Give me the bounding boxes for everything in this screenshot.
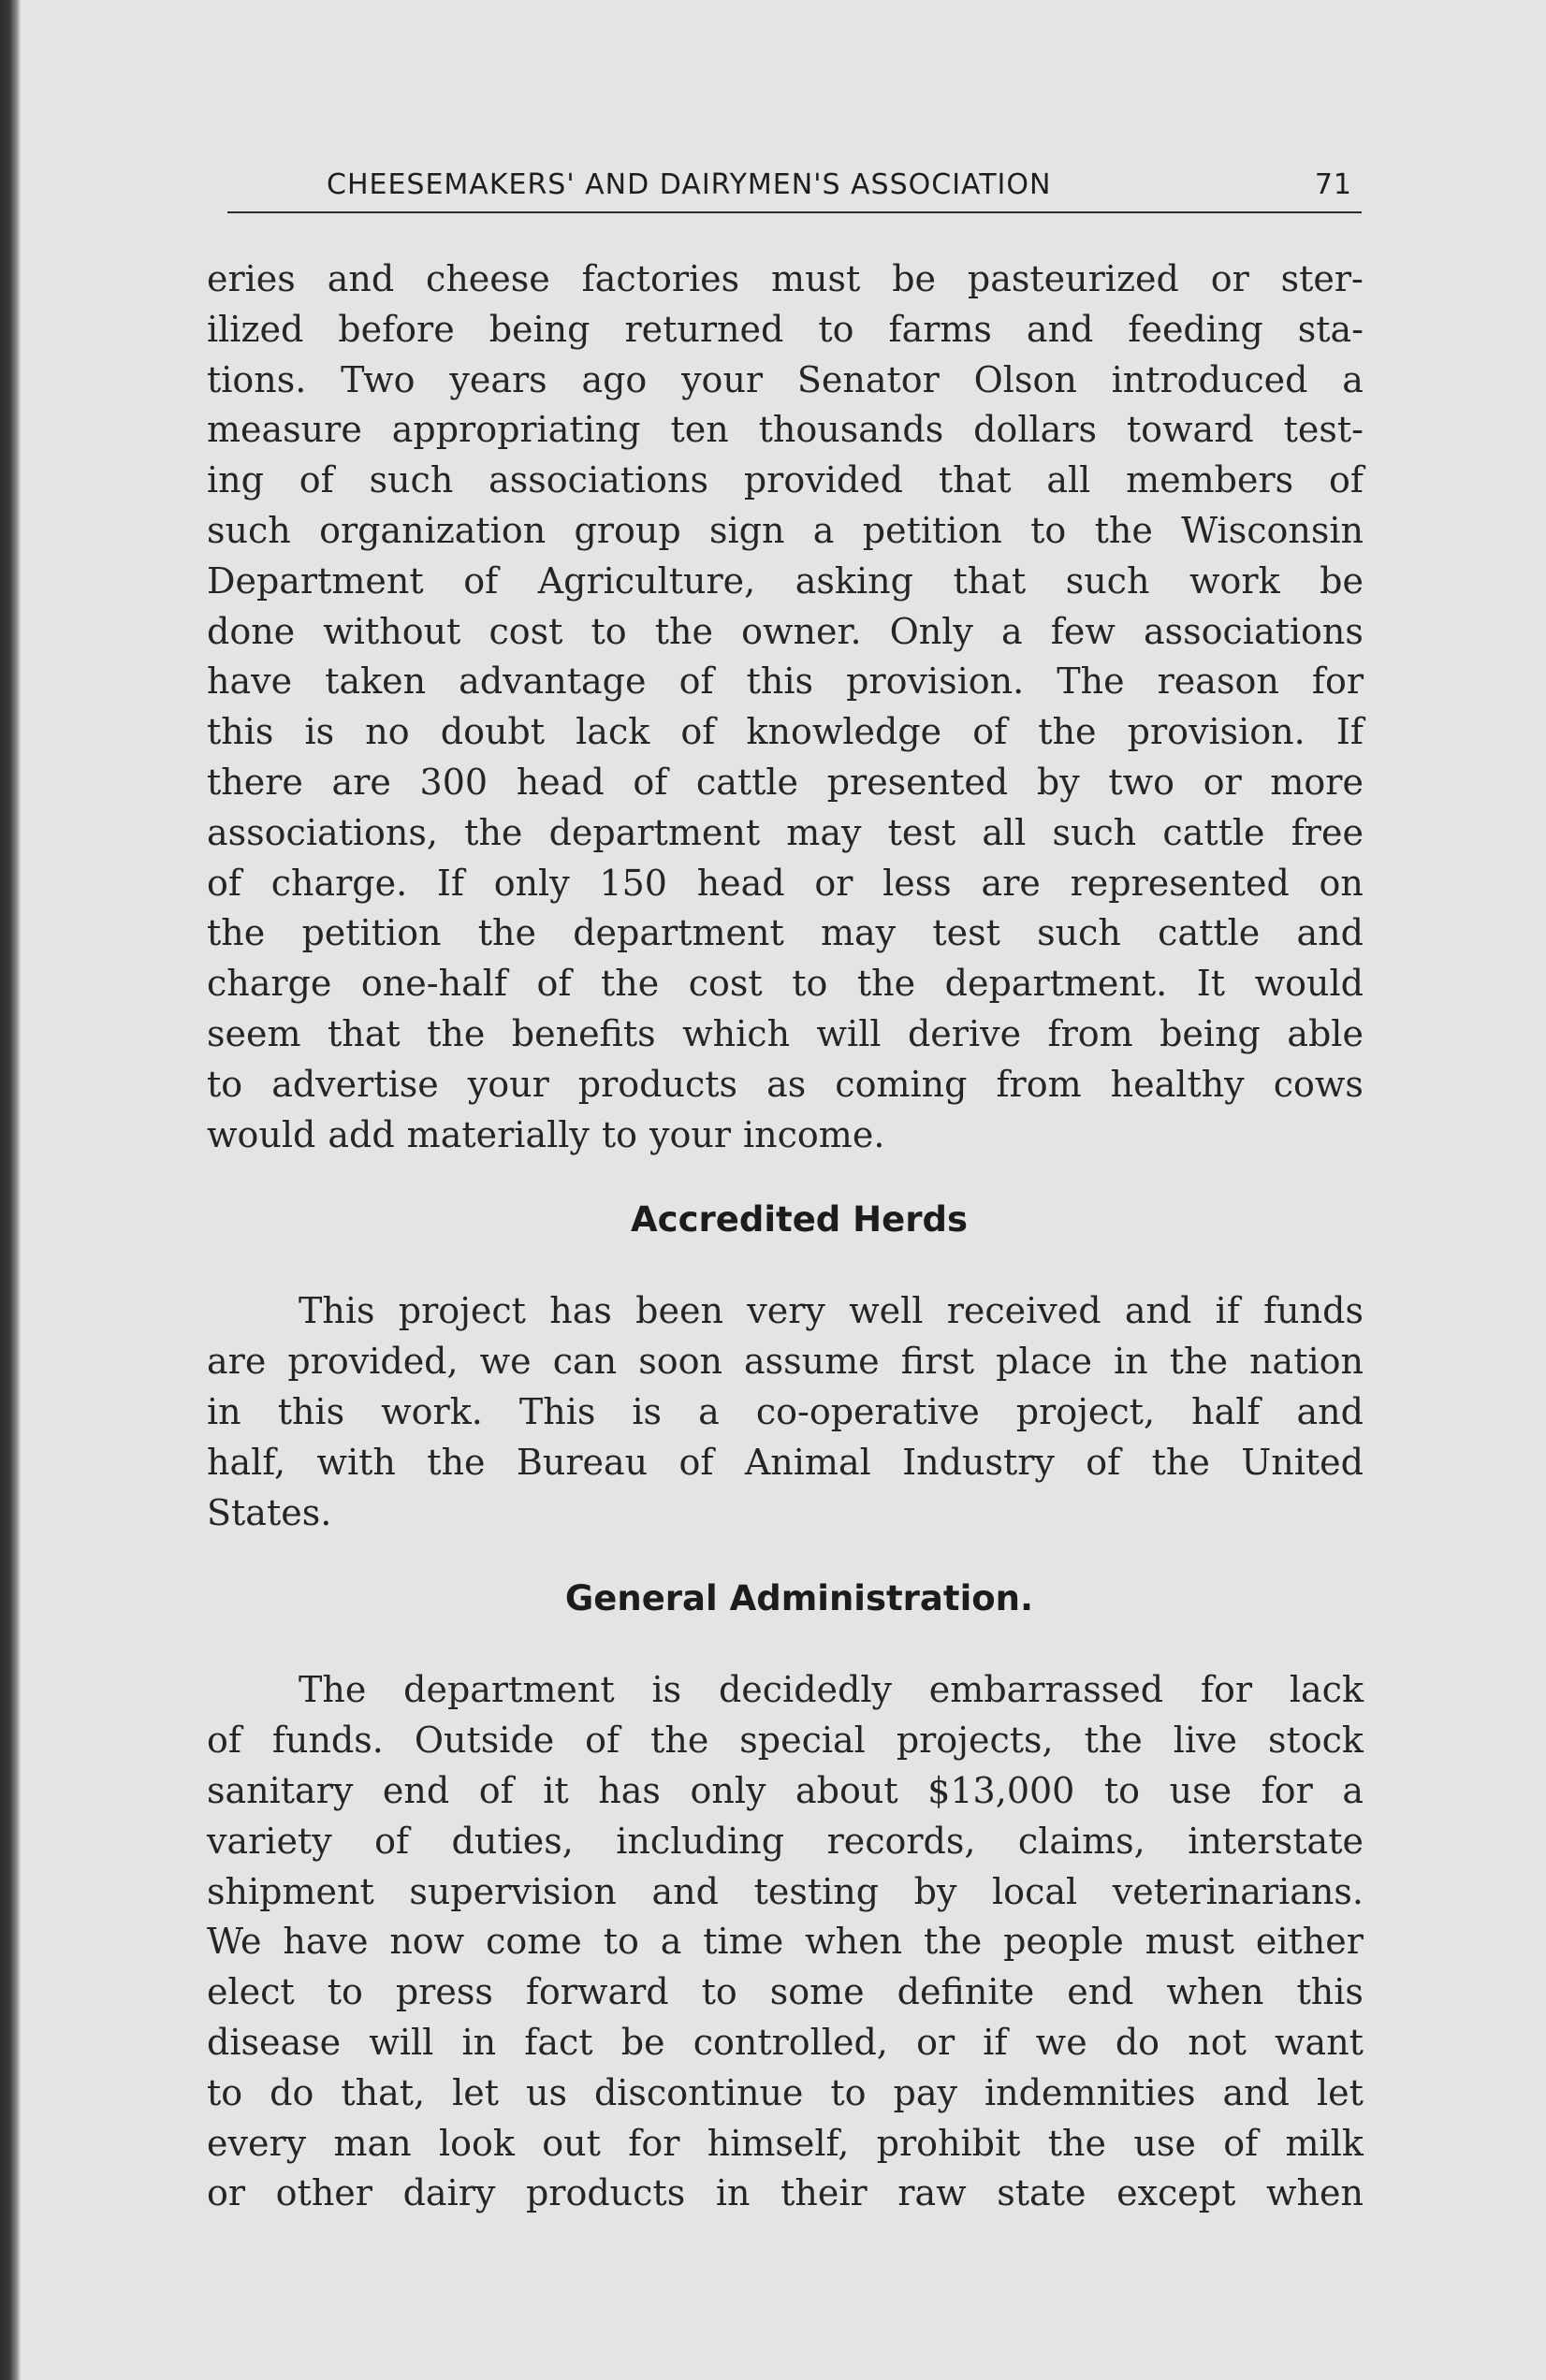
text-line: sanitary end of it has only about $13,000 to use for a — [207, 1769, 1364, 1811]
text-line: tions. Two years ago your Senator Olson introduced a — [207, 358, 1364, 400]
text-line: every man look out for himself, prohibit the use of milk — [207, 2122, 1364, 2164]
text-line: this is no doubt lack of knowledge of the provision. If — [207, 711, 1364, 753]
text-line: such organization group sign a petition to the Wisconsin — [207, 509, 1364, 551]
text-line: charge one-half of the cost to the department. It would — [207, 963, 1364, 1005]
text-line: to advertise your products as coming from healthy cows — [207, 1063, 1364, 1105]
page-number: 71 — [1314, 168, 1352, 201]
body-text — [207, 254, 1364, 2219]
text-line: elect to press forward to some definite end when this — [207, 1971, 1364, 2013]
text-line: We have now come to a time when the people must either — [207, 1921, 1364, 1963]
text-line: States. — [207, 1491, 332, 1533]
text-line: of charge. If only 150 head or less are represented on — [207, 862, 1364, 904]
text-line: associations, the department may test all such cattle free — [207, 811, 1364, 853]
text-line: Department of Agriculture, asking that such work be — [207, 559, 1364, 602]
text-line: of funds. Outside of the special projects, the live stock — [207, 1720, 1364, 1762]
text-line: shipment supervision and testing by local veterinarians. — [207, 1870, 1364, 1912]
binding-edge — [0, 0, 21, 2380]
text-line: have taken advantage of this provision. The reason for — [207, 660, 1364, 703]
text-line: are provided, we can soon assume first place in the nation — [207, 1341, 1364, 1383]
text-line: ilized before being returned to farms and feeding sta- — [207, 308, 1364, 350]
text-line: eries and cheese factories must be pasteurized or ster- — [207, 258, 1364, 299]
paragraph-accredited-herds — [207, 1286, 1364, 1538]
text-line: The department is decidedly embarrassed for lack — [299, 1669, 1364, 1711]
text-line: measure appropriating ten thousands dollars toward test- — [207, 409, 1364, 451]
text-line: disease will in fact be controlled, or if we do not want — [207, 2021, 1364, 2063]
section-heading-general-administration: General Administration. — [564, 1578, 1034, 1619]
text-line: seem that the benefits which will derive from being able — [207, 1012, 1364, 1054]
section-heading-accredited-herds: Accredited Herds — [631, 1199, 968, 1241]
running-head — [227, 167, 1362, 213]
text-line: in this work. This is a co-operative project, half and — [207, 1390, 1364, 1432]
paragraph-continuation — [207, 254, 1364, 1160]
text-line: the petition the department may test such cattle and — [207, 912, 1364, 954]
running-title: CHEESEMAKERS' AND DAIRYMEN'S ASSOCIATION — [327, 168, 1052, 201]
text-line: This project has been very well received and if funds — [299, 1290, 1364, 1332]
text-line: would add materially to your income. — [207, 1113, 885, 1155]
text-line: to do that, let us discontinue to pay indemnities and let — [207, 2071, 1364, 2113]
text-line: done without cost to the owner. Only a few associations — [207, 610, 1364, 652]
paragraph-general-administration — [207, 1665, 1364, 2219]
book-page — [21, 0, 1546, 2380]
text-line: half, with the Bureau of Animal Industry of the United — [207, 1441, 1364, 1483]
text-line: or other dairy products in their raw state except when — [207, 2172, 1364, 2214]
text-line: there are 300 head of cattle presented by two or more — [207, 761, 1364, 803]
text-line: variety of duties, including records, claims, interstate — [207, 1820, 1364, 1862]
text-line: ing of such associations provided that all members of — [207, 459, 1364, 501]
